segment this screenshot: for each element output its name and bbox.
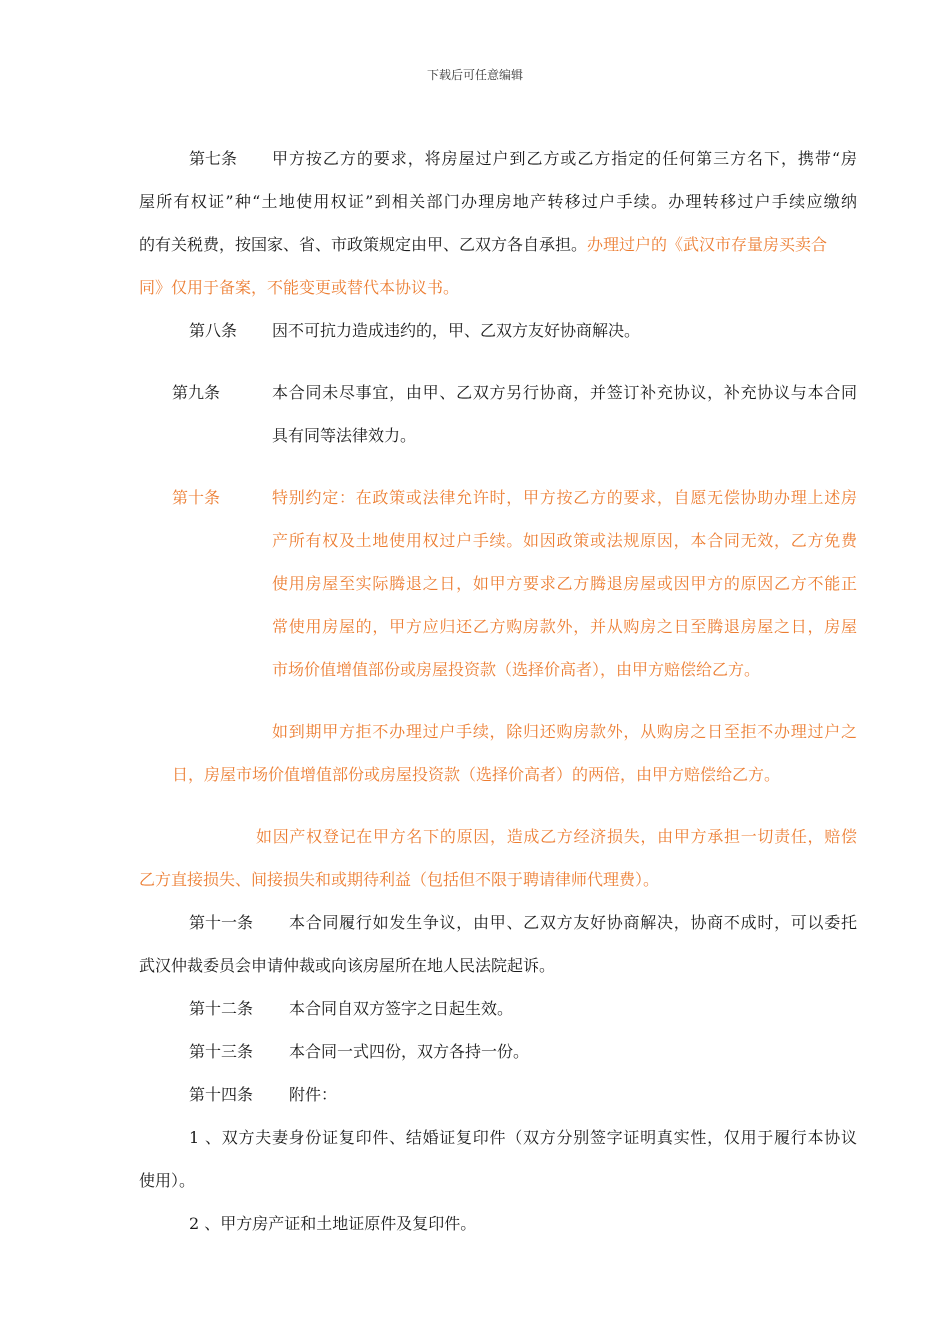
article-10-label: 第十条 xyxy=(172,488,221,507)
article-10-para-3-line-2: 乙方直接损失、间接损失和或期待利益（包括但不限于聘请律师代理费）。 xyxy=(139,870,660,889)
article-9-line-1: 本合同未尽事宜，由甲、乙双方另行协商，并签订补充协议，补充协议与本合同 xyxy=(272,383,857,402)
article-7-line-1: 甲方按乙方的要求，将房屋过户到乙方或乙方指定的任何第三方名下，携带“房 xyxy=(272,149,857,168)
article-10-line-1: 特别约定：在政策或法律允许时，甲方按乙方的要求，自愿无偿协助办理上述房 xyxy=(272,488,857,507)
attachment-1-line-1: 1 、双方夫妻身份证复印件、结婚证复印件（双方分别签字证明真实性，仅用于履行本协议 xyxy=(189,1128,857,1147)
attachment-1-line-2: 使用）。 xyxy=(139,1171,196,1190)
article-11-line-2: 武汉仲裁委员会申请仲裁或向该房屋所在地人民法院起诉。 xyxy=(139,956,556,975)
article-8-label: 第八条 xyxy=(189,321,238,340)
article-7-line-3-text: 的有关税费，按国家、省、市政策规定由甲、乙双方各自承担。 xyxy=(139,235,588,254)
article-12-label: 第十二条 xyxy=(189,999,254,1018)
article-13-text: 本合同一式四份，双方各持一份。 xyxy=(289,1042,530,1061)
article-7-line-3 xyxy=(139,235,827,255)
article-14-text: 附件： xyxy=(289,1085,338,1104)
article-7-line-3-highlight: 办理过户的《武汉市存量房买卖合 xyxy=(587,235,828,254)
article-10-para-2-line-2: 日，房屋市场价值增值部份或房屋投资款（选择价高者）的两倍，由甲方赔偿给乙方。 xyxy=(172,765,781,784)
article-7-label: 第七条 xyxy=(189,149,238,168)
article-7-line-4: 同》仅用于备案，不能变更或替代本协议书。 xyxy=(139,278,460,297)
article-9-line-2: 具有同等法律效力。 xyxy=(272,426,417,445)
article-10-line-5: 市场价值增值部份或房屋投资款（选择价高者），由甲方赔偿给乙方。 xyxy=(272,660,761,679)
article-10-para-3-line-1: 如因产权登记在甲方名下的原因，造成乙方经济损失，由甲方承担一切责任，赔偿 xyxy=(256,827,857,846)
attachment-2: 2 、甲方房产证和土地证原件及复印件。 xyxy=(189,1214,477,1233)
article-7-line-2: 屋所有权证”种“土地使用权证”到相关部门办理房地产转移过户手续。办理转移过户手续应缴纳 xyxy=(139,192,857,211)
page-header: 下载后可任意编辑 xyxy=(426,68,523,82)
article-10-line-3: 使用房屋至实际腾退之日，如甲方要求乙方腾退房屋或因甲方的原因乙方不能正 xyxy=(272,574,857,593)
article-9-label: 第九条 xyxy=(172,383,221,402)
article-8-text: 因不可抗力造成违约的，甲、乙双方友好协商解决。 xyxy=(272,321,641,340)
article-10-line-4: 常使用房屋的，甲方应归还乙方购房款外，并从购房之日至腾退房屋之日，房屋 xyxy=(272,617,857,636)
article-14-label: 第十四条 xyxy=(189,1085,254,1104)
article-10-line-2: 产所有权及土地使用权过户手续。如因政策或法规原因，本合同无效，乙方免费 xyxy=(272,531,857,550)
article-10-para-2-line-1: 如到期甲方拒不办理过户手续，除归还购房款外，从购房之日至拒不办理过户之 xyxy=(272,722,857,741)
article-11-label: 第十一条 xyxy=(189,913,254,932)
article-11-line-1: 本合同履行如发生争议，由甲、乙双方友好协商解决，协商不成时，可以委托 xyxy=(289,913,857,932)
article-12-text: 本合同自双方签字之日起生效。 xyxy=(289,999,514,1018)
article-13-label: 第十三条 xyxy=(189,1042,254,1061)
